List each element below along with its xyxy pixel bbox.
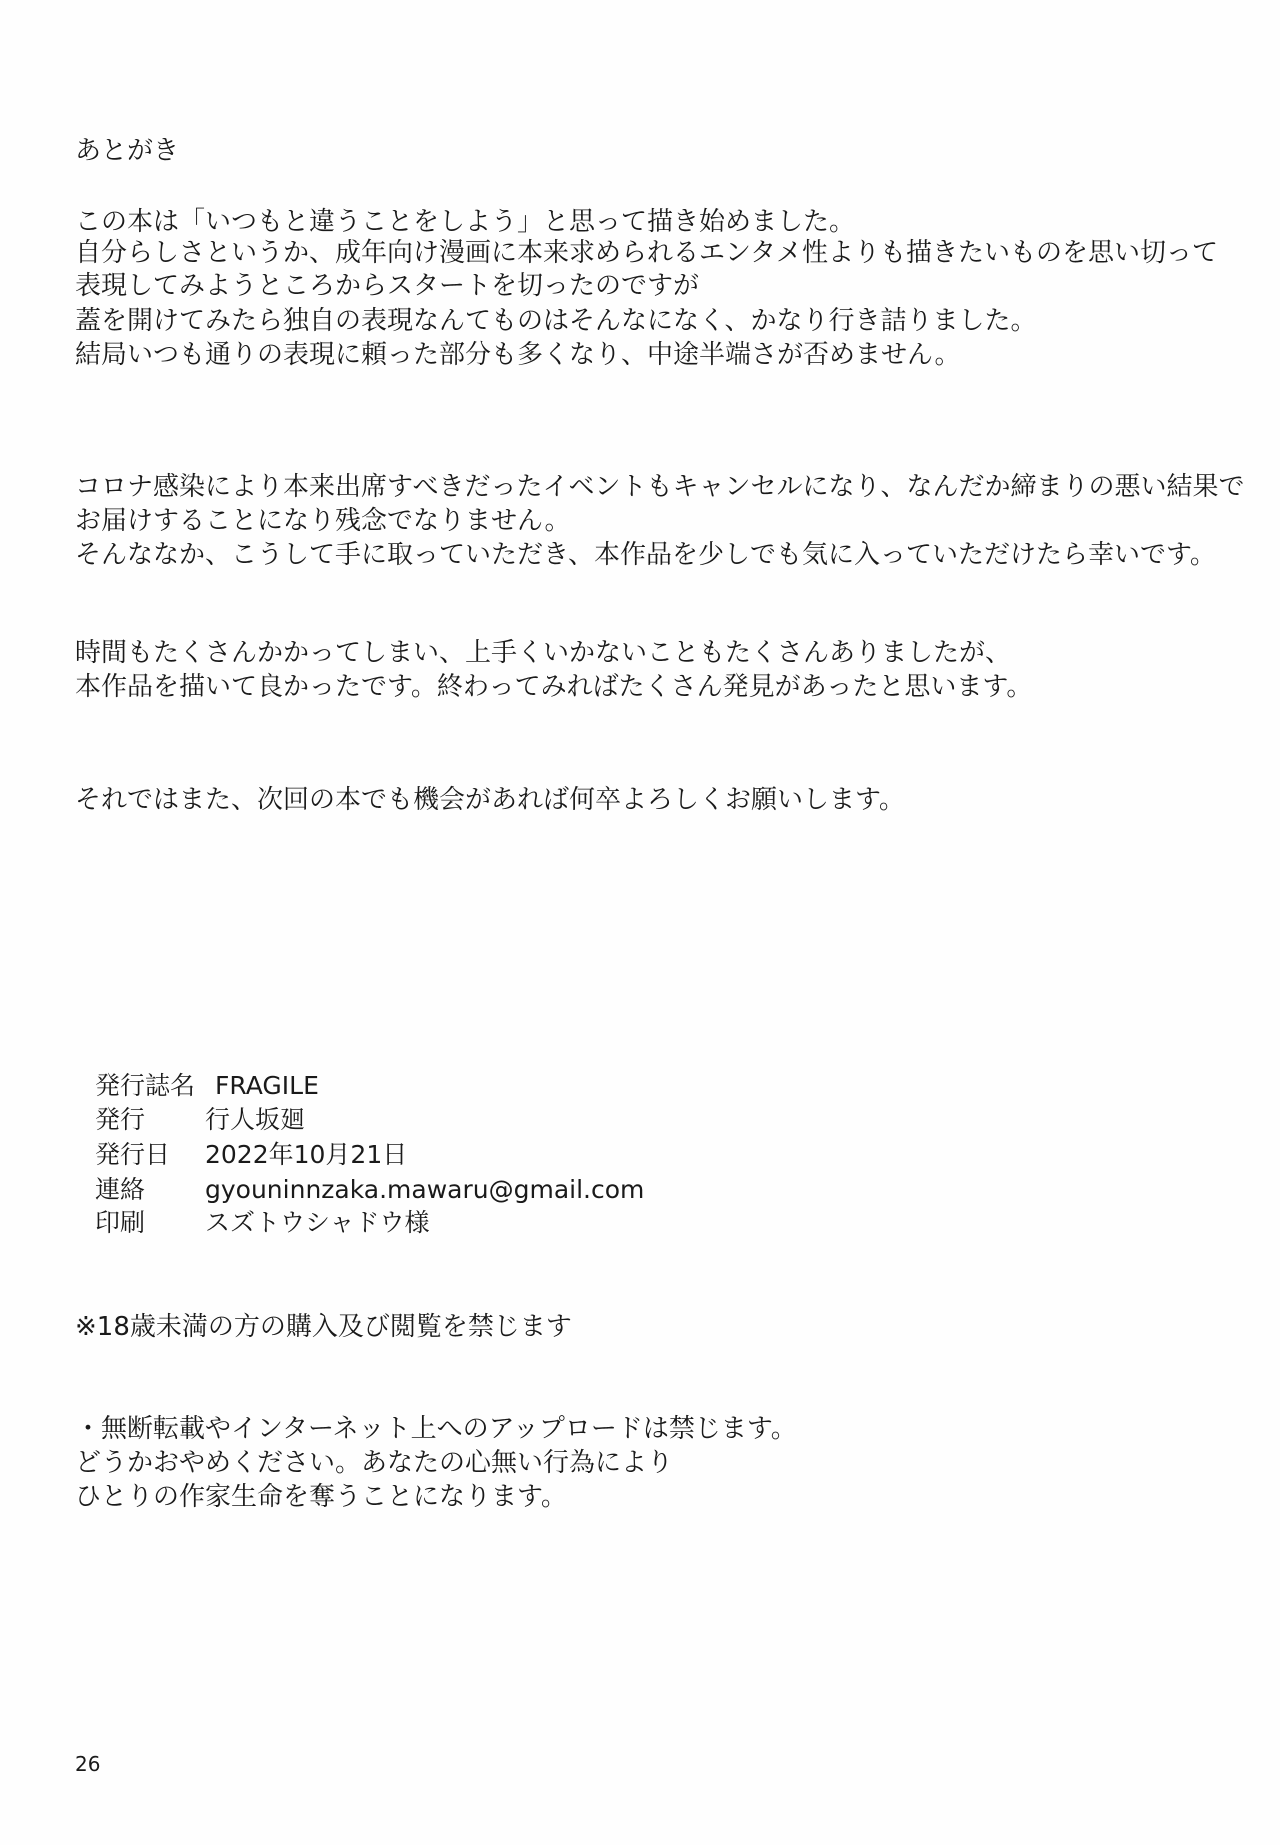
afterword-line: 自分らしさというか、成年向け漫画に本来求められるエンタメ性よりも描きたいものを思い切って: [75, 238, 1218, 268]
afterword-line: 本作品を描いて良かったです。終わってみればたくさん発見があったと思います。: [75, 672, 1033, 702]
colophon-contact-row: [95, 1173, 644, 1207]
colophon-title-value: FRAGILE: [215, 1071, 319, 1100]
colophon-publisher-label: 発行: [95, 1105, 146, 1134]
reprint-notice-line: どうかおやめください。あなたの心無い行為により: [75, 1448, 674, 1478]
afterword-line: 時間もたくさんかかってしまい、上手くいかないこともたくさんありましたが、: [75, 638, 1012, 668]
afterword-line: 表現してみようところからスタートを切ったのですが: [75, 271, 700, 301]
colophon-contact-value: gyouninnzaka.mawaru@gmail.com: [205, 1175, 645, 1204]
afterword-line: 蓋を開けてみたら独自の表現なんてものはそんなになく、かなり行き詰りました。: [75, 306, 1037, 336]
afterword-line: 結局いつも通りの表現に頼った部分も多くなり、中途半端さが否めません。: [75, 340, 961, 370]
afterword-line: そんななか、こうして手に取っていただき、本作品を少しでも気に入っていただけたら幸いです。: [75, 540, 1216, 570]
afterword-line: この本は「いつもと違うことをしよう」と思って描き始めました。: [75, 207, 856, 237]
colophon-publisher-row: [95, 1103, 305, 1137]
reprint-notice-line: ひとりの作家生命を奪うことになります。: [75, 1482, 567, 1512]
afterword-heading: あとがき: [75, 136, 180, 166]
afterword-line: それではまた、次回の本でも機会があれば何卒よろしくお願いします。: [75, 785, 905, 815]
colophon-date-row: [95, 1138, 407, 1172]
page-number: 26: [75, 1752, 101, 1776]
colophon-printer-row: [95, 1206, 430, 1240]
age-restriction-notice: ※18歳未満の方の購入及び閲覧を禁じます: [75, 1312, 572, 1342]
colophon-publisher-value: 行人坂廻: [205, 1105, 306, 1134]
colophon-printer-label: 印刷: [95, 1208, 146, 1237]
colophon-title-label: 発行誌名: [95, 1071, 196, 1100]
colophon-title-row: [95, 1069, 319, 1103]
reprint-notice-line: ・無断転載やインターネット上へのアップロードは禁じます。: [75, 1414, 797, 1444]
colophon-contact-label: 連絡: [95, 1175, 146, 1204]
colophon-date-label: 発行日: [95, 1140, 171, 1169]
afterword-line: お届けすることになり残念でなりません。: [75, 506, 571, 536]
colophon-date-value: 2022年10月21日: [205, 1140, 408, 1169]
colophon-printer-value: スズトウシャドウ様: [205, 1208, 430, 1237]
afterword-line: コロナ感染により本来出席すべきだったイベントもキャンセルになり、なんだか締まりの悪い結果で: [75, 472, 1245, 502]
